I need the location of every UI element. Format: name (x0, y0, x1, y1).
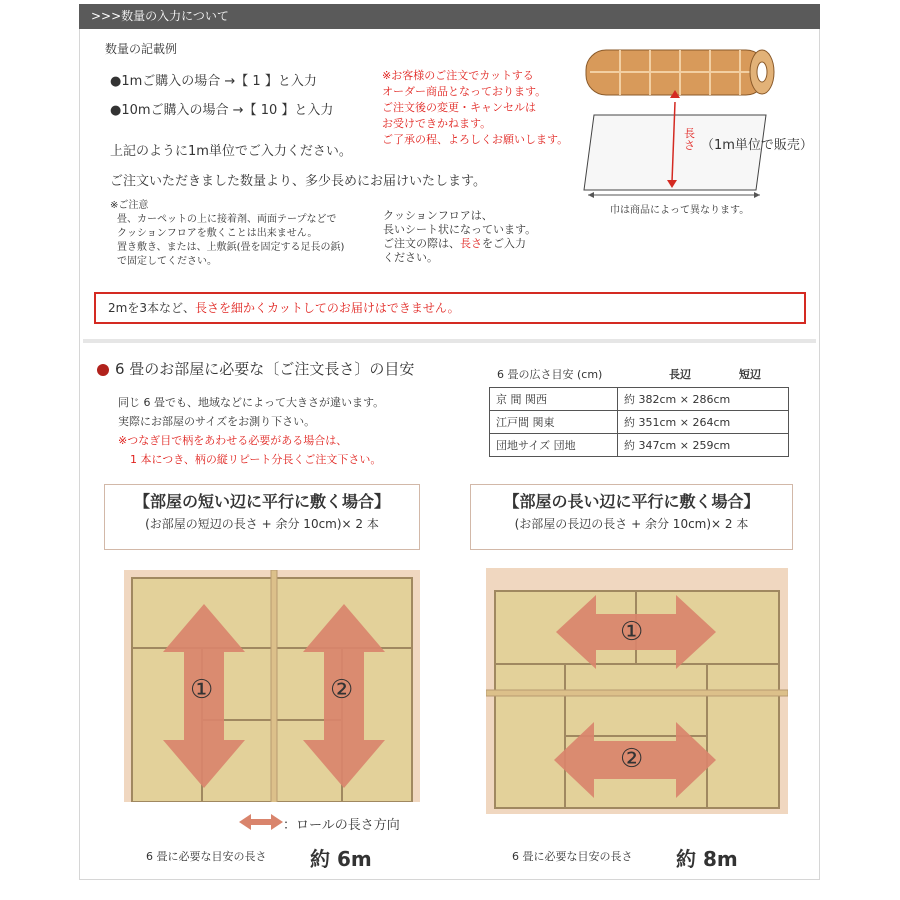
roll-direction-legend: ：ロールの長さ方向 (283, 818, 400, 833)
table-row (490, 388, 789, 411)
example-line-10m: ●10mご購入の場合 →【 10 】と入力 (110, 103, 334, 118)
custom-order-line: ご注文後の変更・キャンセルは (382, 101, 536, 114)
roll-length-note: （1m単位で販売） (701, 138, 813, 153)
table-row (490, 434, 789, 457)
table-cell: 約 382cm × 286cm (618, 388, 789, 411)
caution-line: 置き敷き、または、上敷鋲(畳を固定する足長の鋲) (117, 242, 345, 253)
size-table-caption: 6 畳の広さ目安 (cm) (497, 368, 603, 381)
caution-line: で固定してください。 (117, 256, 217, 267)
cushion-line: 長いシート状になっています。 (383, 223, 537, 236)
left-result-label: 6 畳に必要な目安の長さ (146, 850, 267, 863)
right-case-title-box (470, 484, 793, 550)
caution-line: クッションフロアを敷くことは出来ません。 (117, 228, 318, 239)
table-row (490, 411, 789, 434)
custom-order-line: オーダー商品となっております。 (382, 85, 547, 98)
custom-order-line: お受けできかねます。 (382, 117, 492, 130)
unit-note: 上記のように1m単位でご入力ください。 (110, 144, 352, 159)
delivery-note: ご注文いただきました数量より、多少長めにお届けいたします。 (110, 174, 486, 189)
cushion-line: ください。 (383, 251, 438, 264)
roll-direction-icon (239, 812, 283, 832)
cushion-line (383, 237, 536, 251)
example-heading: 数量の記載例 (105, 42, 178, 56)
table-cell: 江戸間 関東 (490, 411, 618, 434)
caution-block (110, 199, 344, 269)
left-mark-1: ① (190, 675, 214, 705)
table-cell: 団地サイズ 団地 (490, 434, 618, 457)
cushion-highlight: 長さ (460, 237, 482, 250)
six-tatami-heading: 6 畳のお部屋に必要な〔ご注文長さ〕の目安 (115, 360, 415, 378)
caution-line: 畳、カーペットの上に接着剤、両面テープなどで (117, 214, 337, 225)
note-line: ※つなぎ目で柄をあわせる必要がある場合は、 (118, 434, 348, 447)
warning-text: 2mを3本など、 (108, 301, 195, 315)
bullet-dot (97, 364, 109, 376)
right-case-title: 【部屋の長い辺に平行に敷く場合】 (503, 492, 760, 511)
cushion-line: クッションフロアは、 (383, 209, 493, 222)
roll-illustration (580, 40, 820, 225)
caution-line: ※ご注意 (110, 200, 149, 211)
custom-order-line: ご了承の程、よろしくお願いします。 (382, 133, 569, 146)
left-result-value: 約 6m (310, 847, 372, 871)
cushion-text: をご入力 (482, 237, 526, 250)
left-room-diagram (124, 570, 420, 832)
example-line-1m: ●1mご購入の場合 →【 1 】と入力 (110, 74, 317, 89)
section-header: >>>数量の入力について (79, 4, 820, 29)
right-result-value: 約 8m (676, 847, 738, 871)
right-mark-2: ② (620, 744, 644, 774)
col-short: 短辺 (739, 368, 761, 381)
custom-order-note (382, 68, 568, 148)
right-result-label: 6 畳に必要な目安の長さ (512, 850, 633, 863)
size-table (489, 387, 789, 457)
cushion-note (383, 209, 536, 265)
custom-order-line: ※お客様のご注文でカットする (382, 69, 534, 82)
roll-width-note: 巾は商品によって異なります。 (610, 205, 750, 216)
right-room-diagram (486, 568, 788, 814)
left-case-formula: (お部屋の短辺の長さ + 余分 10cm)× 2 本 (145, 517, 379, 531)
left-case-title: 【部屋の短い辺に平行に敷く場合】 (133, 492, 390, 511)
section-divider (83, 339, 816, 343)
six-tatami-notes (118, 393, 384, 469)
roll-length-label: 長さ (684, 127, 695, 152)
right-mark-1: ① (620, 617, 644, 647)
table-cell: 約 351cm × 264cm (618, 411, 789, 434)
note-line: 1 本につき、柄の縦リピート分長くご注文下さい。 (130, 453, 382, 466)
cushion-text: ご注文の際は、 (383, 237, 460, 250)
left-case-title-box (104, 484, 420, 550)
cut-warning-box (94, 292, 806, 324)
left-mark-2: ② (330, 675, 354, 705)
note-line: 同じ 6 畳でも、地域などによって大きさが違います。 (118, 396, 385, 409)
warning-highlight: 長さを細かくカットしてのお届けはできません。 (194, 301, 460, 315)
right-case-formula: (お部屋の長辺の長さ + 余分 10cm)× 2 本 (514, 517, 749, 531)
table-cell: 約 347cm × 259cm (618, 434, 789, 457)
col-long: 長辺 (669, 368, 691, 381)
table-cell: 京 間 関西 (490, 388, 618, 411)
note-line: 実際にお部屋のサイズをお測り下さい。 (118, 415, 316, 428)
